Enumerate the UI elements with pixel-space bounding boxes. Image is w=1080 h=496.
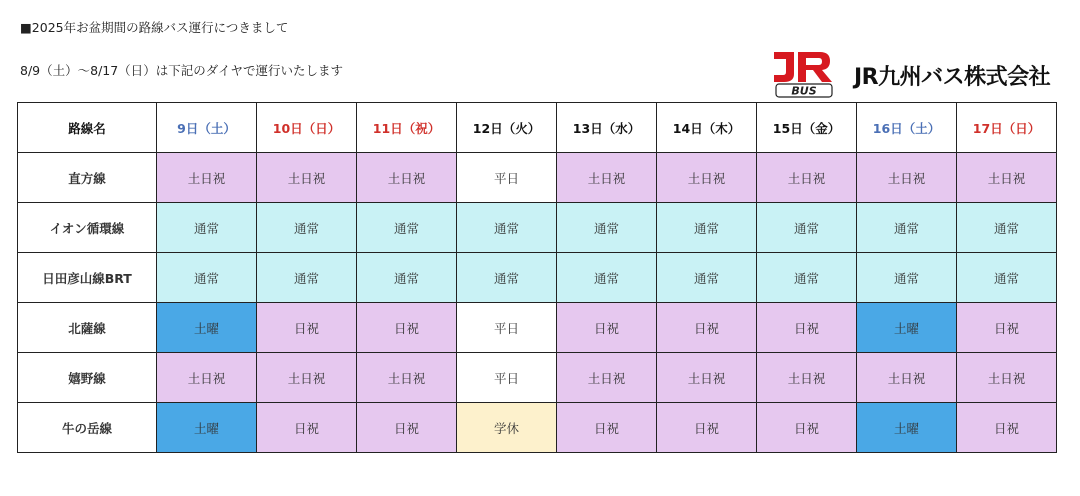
schedule-cell: 通常 [357, 203, 457, 253]
schedule-cell: 日祝 [557, 303, 657, 353]
route-name-cell: 嬉野線 [18, 353, 157, 403]
table-header-row [18, 103, 1057, 153]
schedule-cell: 土日祝 [857, 353, 957, 403]
company-logo [770, 48, 1055, 100]
schedule-cell: 通常 [457, 253, 557, 303]
schedule-cell: 日祝 [757, 403, 857, 453]
schedule-cell: 通常 [757, 253, 857, 303]
table-row [18, 403, 1057, 453]
schedule-cell: 通常 [657, 203, 757, 253]
schedule-cell: 土曜 [857, 303, 957, 353]
notice-title: ■2025年お盆期間の路線バス運行につきまして [20, 20, 289, 35]
route-column-header: 路線名 [18, 103, 157, 153]
schedule-cell: 学休 [457, 403, 557, 453]
day-column-header: 9日（土） [157, 103, 257, 153]
schedule-cell: 通常 [857, 253, 957, 303]
schedule-cell: 土日祝 [757, 153, 857, 203]
table-row [18, 253, 1057, 303]
schedule-cell: 土日祝 [657, 353, 757, 403]
schedule-cell: 平日 [457, 353, 557, 403]
schedule-cell: 通常 [557, 253, 657, 303]
schedule-cell: 土日祝 [557, 153, 657, 203]
schedule-cell: 日祝 [657, 403, 757, 453]
route-name-cell: 牛の岳線 [18, 403, 157, 453]
schedule-cell: 通常 [157, 253, 257, 303]
schedule-cell: 通常 [557, 203, 657, 253]
schedule-cell: 土日祝 [157, 353, 257, 403]
schedule-cell: 日祝 [257, 303, 357, 353]
route-name-cell: 直方線 [18, 153, 157, 203]
schedule-cell: 土日祝 [757, 353, 857, 403]
schedule-cell: 通常 [957, 253, 1057, 303]
day-column-header: 10日（日） [257, 103, 357, 153]
schedule-cell: 通常 [757, 203, 857, 253]
table-row [18, 153, 1057, 203]
day-column-header: 12日（火） [457, 103, 557, 153]
schedule-cell: 平日 [457, 303, 557, 353]
schedule-cell: 日祝 [757, 303, 857, 353]
schedule-cell: 通常 [157, 203, 257, 253]
day-column-header: 11日（祝） [357, 103, 457, 153]
schedule-cell: 通常 [957, 203, 1057, 253]
day-column-header: 14日（木） [657, 103, 757, 153]
schedule-cell: 日祝 [957, 403, 1057, 453]
day-column-header: 13日（水） [557, 103, 657, 153]
table-row [18, 353, 1057, 403]
table-row [18, 203, 1057, 253]
schedule-cell: 土日祝 [857, 153, 957, 203]
schedule-cell: 日祝 [557, 403, 657, 453]
schedule-cell: 土日祝 [257, 153, 357, 203]
schedule-cell: 通常 [457, 203, 557, 253]
schedule-cell: 通常 [357, 253, 457, 303]
day-column-header: 15日（金） [757, 103, 857, 153]
schedule-cell: 日祝 [357, 403, 457, 453]
svg-text:BUS: BUS [791, 84, 817, 98]
table-row [18, 303, 1057, 353]
schedule-cell: 土日祝 [157, 153, 257, 203]
notice-subtitle: 8/9（土）～8/17（日）は下記のダイヤで運行いたします [20, 63, 343, 78]
schedule-cell: 通常 [657, 253, 757, 303]
schedule-cell: 日祝 [657, 303, 757, 353]
route-name-cell: 北薩線 [18, 303, 157, 353]
schedule-cell: 土日祝 [657, 153, 757, 203]
schedule-cell: 土日祝 [357, 353, 457, 403]
schedule-cell: 土日祝 [357, 153, 457, 203]
schedule-cell: 土曜 [157, 403, 257, 453]
schedule-cell: 土日祝 [557, 353, 657, 403]
company-name: JR九州バス株式会社 [854, 65, 1051, 90]
schedule-cell: 通常 [857, 203, 957, 253]
schedule-cell: 日祝 [957, 303, 1057, 353]
schedule-cell: 通常 [257, 253, 357, 303]
day-column-header: 17日（日） [957, 103, 1057, 153]
schedule-cell: 土曜 [157, 303, 257, 353]
route-name-cell: イオン循環線 [18, 203, 157, 253]
route-name-cell: 日田彦山線BRT [18, 253, 157, 303]
schedule-cell: 平日 [457, 153, 557, 203]
schedule-cell: 通常 [257, 203, 357, 253]
schedule-cell: 土日祝 [257, 353, 357, 403]
schedule-cell: 土日祝 [957, 353, 1057, 403]
schedule-cell: 日祝 [357, 303, 457, 353]
day-column-header: 16日（土） [857, 103, 957, 153]
holiday-schedule-table [17, 102, 1057, 453]
schedule-cell: 土日祝 [957, 153, 1057, 203]
schedule-cell: 土曜 [857, 403, 957, 453]
jr-bus-logo-icon [770, 48, 836, 98]
schedule-cell: 日祝 [257, 403, 357, 453]
